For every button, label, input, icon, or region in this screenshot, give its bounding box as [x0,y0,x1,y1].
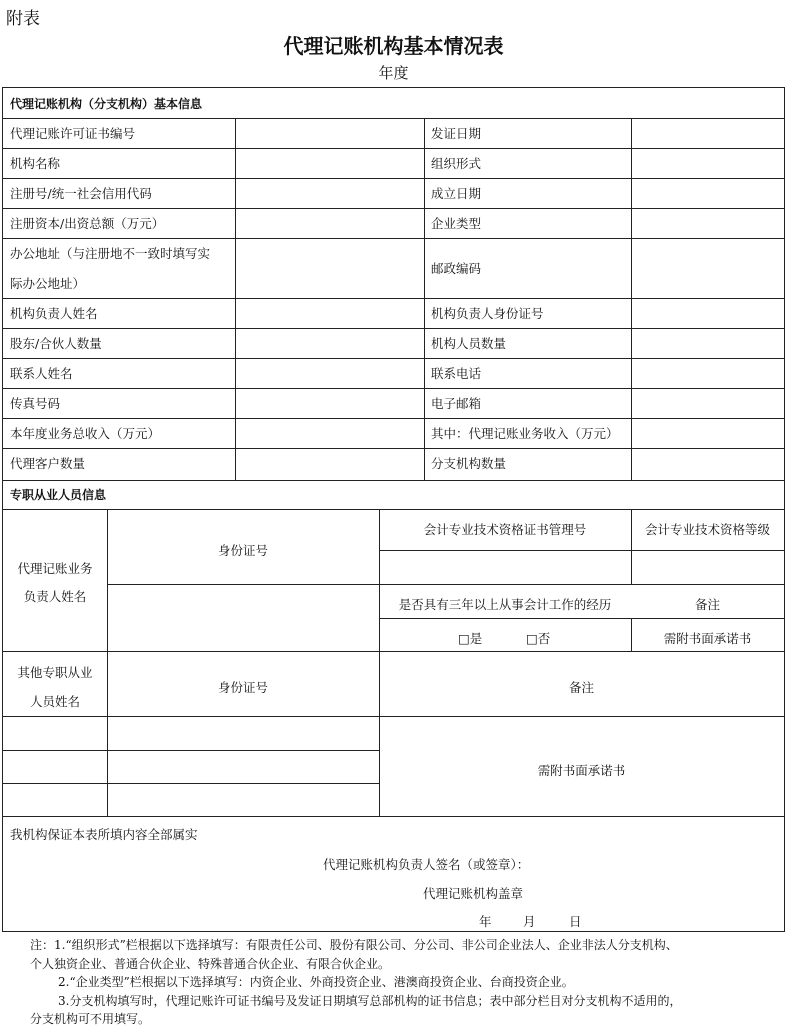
grid-line [3,716,784,717]
grid-line [3,448,784,449]
grid-line [3,208,784,209]
grid-line [107,584,784,585]
label-reg-capital: 注册资本/出资总额（万元） [10,216,165,231]
label-contact-name: 联系人姓名 [10,366,73,381]
grid-line [3,509,784,510]
label-shareholders: 股东/合伙人数量 [10,336,102,351]
date-year: 年 [479,914,492,929]
grid-line [379,618,784,619]
grid-line [3,118,784,119]
label-issue-date: 发证日期 [431,126,482,141]
label-staff-count: 机构人员数量 [431,336,507,351]
grid-line [424,118,425,480]
label-commitment: 需附书面承诺书 [663,631,752,646]
declaration-statement: 我机构保证本表所填内容全部属实 [10,827,198,842]
date-month: 月 [523,914,536,929]
section2-title: 专职从业人员信息 [10,488,107,502]
note-line-3: 2.“企业类型”栏根据以下选择填写：内资企业、外商投资企业、港澳商投资企业、台商投资企业。 [58,975,574,989]
label-org-name: 机构名称 [10,156,61,171]
note-line-5: 分支机构可不用填写。 [30,1012,151,1026]
declaration-signature: 代理记账机构负责人签名（或签章）： [323,857,530,872]
label-office-address-2: 际办公地址） [10,276,86,291]
note-line-1: 注：1.“组织形式”栏根据以下选择填写：有限责任公司、股份有限公司、分公司、非公司企业法人、企业非法人分支机构、 [30,938,678,952]
grid-line [379,550,784,551]
grid-line [3,480,784,481]
label-email: 电子邮箱 [431,396,482,411]
label-experience: 是否具有三年以上从事会计工作的经历 [398,597,612,612]
label-client-count: 代理客户数量 [10,456,86,471]
note-line-2: 个人独资企业、普通合伙企业、特殊普通合伙企业、有限合伙企业。 [30,956,391,971]
label-contact-phone: 联系电话 [431,366,482,381]
label-org-form: 组织形式 [431,156,482,171]
label-head-person-1: 代理记账业务 [17,561,93,576]
grid-line [3,178,784,179]
label-id-number: 身份证号 [217,543,268,558]
note-line-4: 3.分支机构填写时，代理记账许可证书编号及发证日期填写总部机构的证书信息；表中部分栏目对分支机构不适用的， [58,993,682,1008]
grid-line [3,358,784,359]
label-cert-no: 会计专业技术资格证书管理号 [423,522,587,537]
label-other-remark: 备注 [568,680,594,695]
checkbox-no[interactable]: □否 [526,631,551,646]
label-fax: 传真号码 [10,396,61,411]
notes [30,936,770,1029]
appendix-label: 附表 [6,9,40,29]
form-year: 年度 [378,64,409,82]
grid-line [631,118,632,480]
label-remark: 备注 [694,597,720,612]
form-title: 代理记账机构基本情况表 [283,34,504,58]
declaration-seal: 代理记账机构盖章 [423,886,524,901]
label-license-no: 代理记账许可证书编号 [10,126,136,141]
info-table [2,87,785,932]
checkbox-yes[interactable]: □是 [458,631,483,646]
grid-line [3,651,784,652]
grid-line [3,418,784,419]
section1-title: 代理记账机构（分支机构）基本信息 [10,97,203,111]
grid-line [3,148,784,149]
label-bookkeeping-income: 其中：代理记账业务收入（万元） [431,426,619,441]
label-other-staff-1: 其他专职从业 [17,665,93,680]
label-head-id: 机构负责人身份证号 [431,306,544,321]
grid-line [3,298,784,299]
grid-line [3,816,784,817]
label-other-staff-2: 人员姓名 [29,694,80,709]
grid-line [3,388,784,389]
label-enterprise-type: 企业类型 [431,216,482,231]
label-other-id: 身份证号 [217,680,268,695]
label-head-person-2: 负责人姓名 [23,589,87,604]
date-day: 日 [569,914,582,929]
label-head-name: 机构负责人姓名 [10,306,98,321]
label-branch-count: 分支机构数量 [431,456,507,471]
grid-line [3,328,784,329]
grid-line [3,750,379,751]
label-other-commitment: 需附书面承诺书 [537,763,626,778]
label-total-income: 本年度业务总收入（万元） [10,426,161,441]
grid-line [3,783,379,784]
label-office-address: 办公地址（与注册地不一致时填写实 [10,246,211,261]
label-reg-no: 注册号/统一社会信用代码 [10,186,152,201]
label-est-date: 成立日期 [431,186,482,201]
grid-line [3,238,784,239]
label-postcode: 邮政编码 [431,261,482,276]
grid-line [235,118,236,480]
label-cert-level: 会计专业技术资格等级 [644,522,770,537]
